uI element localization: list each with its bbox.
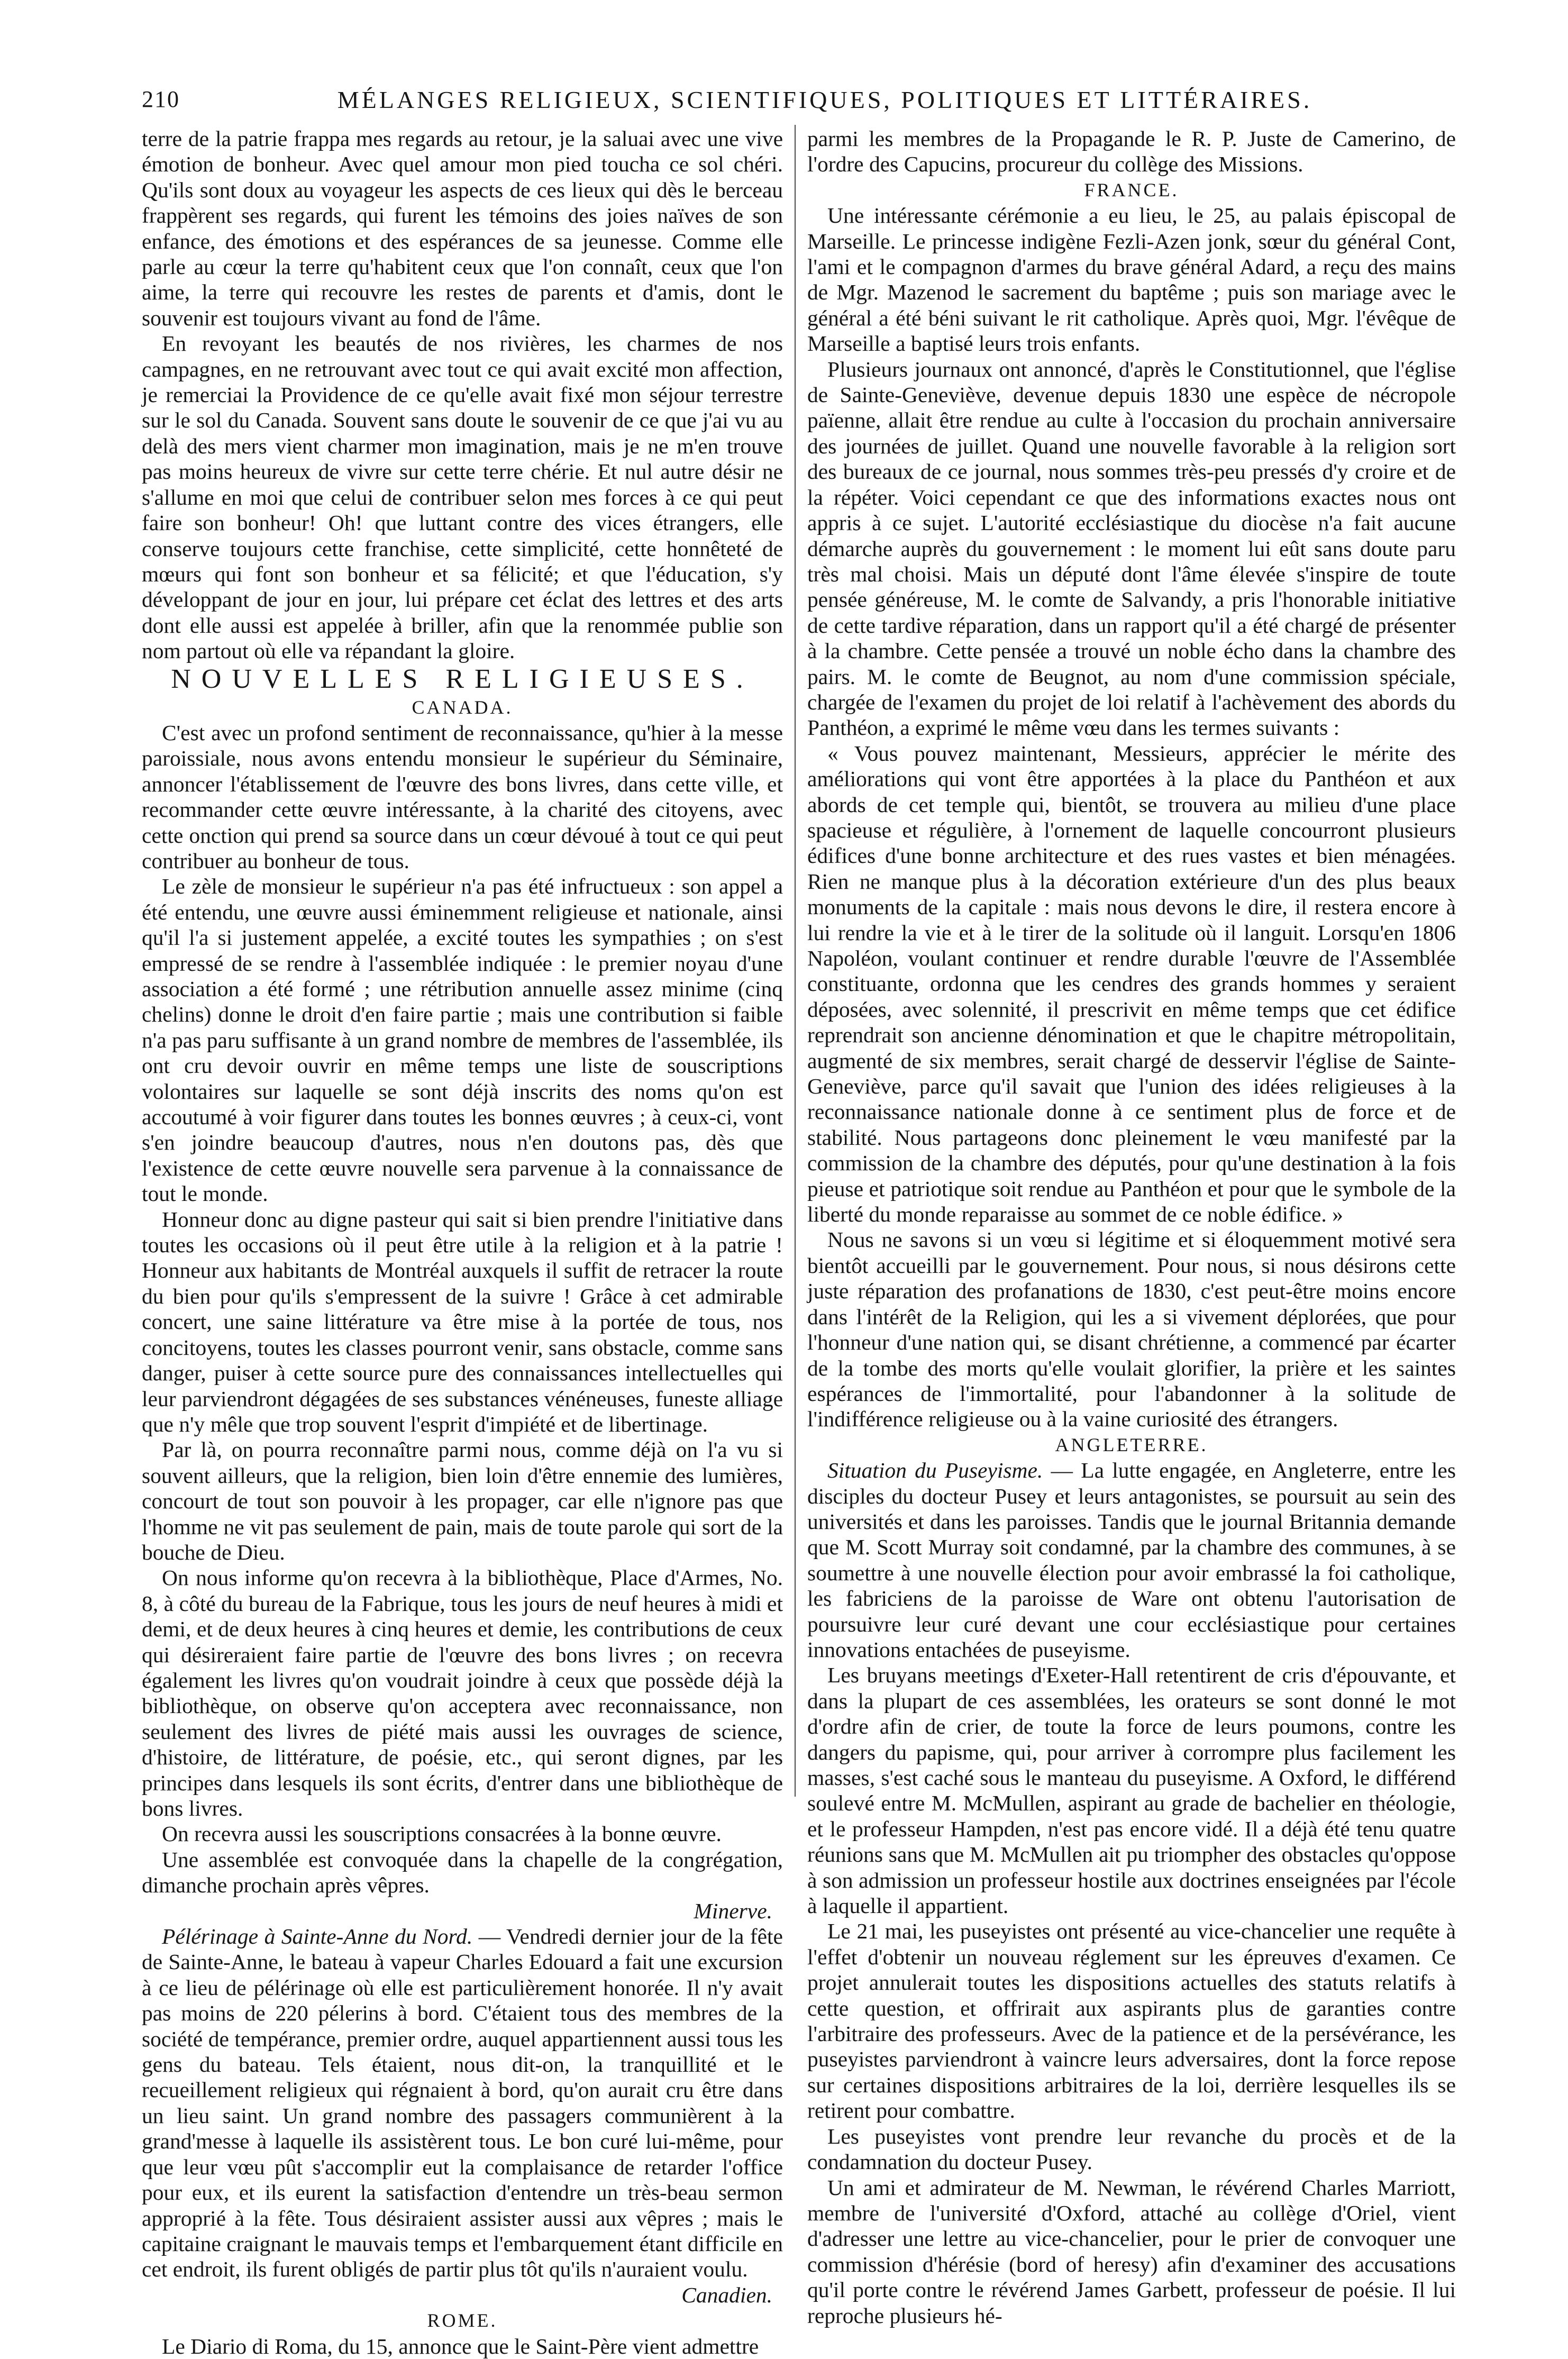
- section-heading-angleterre: ANGLETERRE.: [1055, 1434, 1208, 1455]
- running-title: MÉLANGES RELIGIEUX, SCIENTIFIQUES, POLITIQUES ET LITTÉRAIRES.: [337, 86, 1312, 113]
- news-paragraph: Une assemblée est convoquée dans la chapelle de la congrégation, dimanche prochain après vêpres.: [142, 1847, 783, 1898]
- news-paragraph: Plusieurs journaux ont annoncé, d'après le Constitutionnel, que l'église de Sainte-Geneviève, devenue depuis 1830 une espèce de nécropole païenne, allait être rendue au culte à l'occasion du prochain anniversaire des journées de juillet. Quand une nouvelle favorable à la religion sort des bureaux de ce journal, nous sommes très-peu pressés d'y croire et de la répéter. Voici cependant ce que des informations exactes nous ont appris à ce sujet. L'autorité ecclésiastique du diocèse n'a fait aucune démarche auprès du gouvernement : le moment lui eût sans doute paru très mal choisi. Mais un député dont l'âme élevée s'inspire de toute pensée généreuse, M. le comte de Salvandy, a pris l'honorable initiative de cette tardive réparation, dans un rapport qu'il a été chargé de présenter à la chambre. Cette pensée a trouvé un noble écho dans la chambre des pairs. M. le comte de Beugnot, au nom d'une commission spéciale, chargée de l'examen du projet de loi relatif à l'achèvement des abords du Panthéon, a exprimé le même vœu dans les termes suivants :: [807, 357, 1456, 740]
- news-paragraph-pelerinage: Pélérinage à Sainte-Anne du Nord. — Vendredi dernier jour de la fête de Sainte-Anne, le bateau à vapeur Charles Edouard a fait une excursion à ce lieu de pélérinage où elle est particulièrement honorée. Il n'y avait pas moins de 220 pélerins à bord. C'étaient tous des membres de la société de tempérance, premier ordre, auquel appartiennent aussi tous les gens du bateau. Tels étaient, nous dit-on, la tranquillité et le recueillement religieux qui régnaient à bord, qu'on aurait cru être dans un lieu saint. Un grand nombre des passagers communièrent à la grand'messe à laquelle ils assistèrent tous. Le bon curé lui-même, pour que leur vœu pût s'accomplir eut la complaisance de retarder l'office pour eux, et ils eurent la satisfaction d'entendre un très-beau sermon approprié à la fête. Tous désiraient assister aussi aux vêpres ; mais le capitaine craignant le mauvais temps et l'embarquement étant difficile en cet endroit, ils furent obligés de partir plus tôt qu'ils n'auraient voulu.: [142, 1924, 783, 2282]
- section-heading-france: FRANCE.: [1084, 179, 1179, 201]
- news-paragraph: Honneur donc au digne pasteur qui sait si bien prendre l'initiative dans toutes les occasions où il peut être utile à la religion et à la patrie ! Honneur aux habitants de Montréal auxquels il suffit de retracer la route du bien pour qu'ils s'empressent de la suivre ! Grâce à cet admirable concert, une saine littérature va être mise à la portée de tous, nos concitoyens, toutes les classes pourront venir, sans obstacle, comme sans danger, puiser à cette source pure des connaissances intellectuelles qui leur parviendront dégagées de ses substances vénéneuses, funeste alliage que n'y mêle que trop souvent l'esprit d'impiété et de libertinage.: [142, 1207, 783, 1436]
- news-paragraph: Le zèle de monsieur le supérieur n'a pas été infructueux : son appel a été entendu, une œuvre aussi éminemment religieuse et nationale, ainsi qu'il l'a si justement appelée, a excité toutes les sympathies ; on s'est empressé de se rendre à l'assemblée indiquée : le premier noyau d'une association a été formé ; une rétribution annuelle assez minime (cinq chelins) donne le droit d'en faire partie ; mais une contribution si faible n'a pas paru suffisante à un grand nombre de membres de l'assemblée, ils ont cru devoir ouvrir en même temps une liste de souscriptions volontaires sur laquelle se sont déjà inscrits des noms qu'on est accoutumé à voir figurer dans toutes les bonnes œuvres ; à ceux-ci, vont s'en joindre beaucoup d'autres, nous n'en doutons pas, dès que l'existence de cette œuvre nouvelle sera parvenue à la connaissance de tout le monde.: [142, 874, 783, 1206]
- news-paragraph: Les bruyans meetings d'Exeter-Hall retentirent de cris d'épouvante, et dans la plupart de ces assemblées, les orateurs se sont donné le mot d'ordre afin de crier, de toute la force de leurs poumons, contre les dangers du papisme, qui, pour arriver à corrompre plus facilement les masses, s'est caché sous le manteau du puseyisme. A Oxford, le différend soulevé entre M. McMullen, aspirant au grade de bachelier en théologie, et le professeur Hampden, n'est pas encore vidé. Il a déjà été tenu quatre réunions sans que M. McMullen ait pu triompher des obstacles qu'oppose à son admission un professeur hostile aux doctrines enseignées par l'école à laquelle il appartient.: [807, 1663, 1456, 1918]
- news-paragraph: « Vous pouvez maintenant, Messieurs, apprécier le mérite des améliorations qui vont être apportées à la place du Panthéon et aux abords de cet temple qui, bientôt, se trouvera au milieu d'une place spacieuse et régulière, à l'ornement de laquelle concourront plusieurs édifices d'une bonne architecture et des rues vastes et bien ménagées. Rien ne manque plus à la décoration extérieure d'un des plus beaux monuments de la capitale : mais nous devons le dire, il restera encore à lui rendre la vie et à le tirer de la solitude où il languit. Lorsqu'en 1806 Napoléon, voulant continuer et rendre durable l'œuvre de l'Assemblée constituante, ordonna que les cendres des grands hommes y seraient déposées, avec solennité, il prescrivit en même temps que cet édifice reprendrait son ancienne dénomination et que le chapitre métropolitain, augmenté de six membres, serait chargé de desservir l'église de Sainte-Geneviève, parce qu'il savait que l'union des idées religieuses à la reconnaissance nationale donne à ce sentiment plus de force et de stabilité. Nous partageons donc pleinement le vœu manifesté par la commission de la chambre des députés, pour qu'une destination à la fois pieuse et patriotique soit rendue au Panthéon et pour que le symbole de la liberté du monde reparaisse au sommet de ce noble édifice. »: [807, 741, 1456, 1227]
- news-paragraph: Une intéressante cérémonie a eu lieu, le 25, au palais épiscopal de Marseille. Le princesse indigène Fezli-Azen jonk, sœur du général Cont, l'ami et le compagnon d'armes du brave général Adard, a reçu des mains de Mgr. Mazenod le sacrement du baptême ; puis son mariage avec le général a été béni suivant le rit catholique. Après quoi, Mgr. l'évêque de Marseille a baptisé leurs trois enfants.: [807, 203, 1456, 356]
- news-paragraph: Un ami et admirateur de M. Newman, le révérend Charles Marriott, membre de l'université d'Oxford, attaché au collège d'Oriel, vient d'adresser une lettre au vice-chancelier, pour le prier de convoquer une commission d'hérésie (bord of heresy) afin d'examiner des accusations qu'il porte contre le révérend James Garbett, professeur de poésie. Il lui reproche plusieurs hé-: [807, 2175, 1456, 2328]
- source-signature: Canadien.: [681, 2282, 772, 2307]
- section-heading-rome: ROME.: [427, 2310, 498, 2331]
- section-heading-nouvelles: NOUVELLES RELIGIEUSES.: [171, 663, 754, 694]
- news-paragraph: On nous informe qu'on recevra à la bibliothèque, Place d'Armes, No. 8, à côté du bureau de la Fabrique, tous les jours de neuf heures à midi et demi, et de deux heures à cinq heures et demie, les contributions de ceux qui désireraient faire partie de l'œuvre des bons livres ; on recevra également les livres qu'on voudrait joindre à ceux que possède déjà la bibliothèque, on observe qu'on acceptera avec reconnaissance, non seulement des livres de piété mais aussi les ouvrages de science, d'histoire, de littérature, de poésie, etc., qui seront dignes, par les principes dans lesquels ils sont écrits, d'entrer dans une bibliothèque de bons livres.: [142, 1565, 783, 1820]
- lead-title: Situation du Puseyisme.: [827, 1458, 1043, 1483]
- paragraph-body: La lutte engagée, en Angleterre, entre les disciples du docteur Pusey et leurs antagonistes, se poursuit au sein des universités et dans les paroisses. Tandis que le journal Britannia demande que M. Scott Murray soit condamné, par la chambre des communes, à se soumettre à une nouvelle élection pour avoir embrassé la foi catholique, les fabriciens de la paroisse de Ware ont obtenu l'autorisation de poursuivre leur curé devant une cour ecclésiastique pour certaines innovations entachées de puseyisme.: [807, 1458, 1456, 1662]
- news-paragraph: C'est avec un profond sentiment de reconnaissance, qu'hier à la messe paroissiale, nous avons entendu monsieur le supérieur du Séminaire, annoncer l'établissement de l'œuvre des bons livres, dans cette ville, et recommander cette œuvre intéressante, à la charité des citoyens, avec cette onction qui prend sa source dans un cœur dévoué à tout ce qui peut contribuer au bonheur de tous.: [142, 720, 783, 873]
- news-paragraph: Les puseyistes vont prendre leur revanche du procès et de la condamnation du docteur Pusey.: [807, 2124, 1456, 2174]
- article-paragraph: terre de la patrie frappa mes regards au retour, je la saluai avec une vive émotion de bonheur. Avec quel amour mon pied toucha ce sol chéri. Qu'ils sont doux au voyageur les aspects de ces lieux qui dès le berceau frappèrent ses regards, qui furent les témoins des joies naïves de son enfance, des émotions et des espérances de sa jeunesse. Comme elle parle au cœur la terre qu'habitent ceux que l'on connaît, ceux que l'on aime, la terre qui recouvre les restes de parents et d'amis, dont le souvenir est toujours vivant au fond de l'âme.: [142, 126, 783, 330]
- news-paragraph: Nous ne savons si un vœu si légitime et si éloquemment motivé sera bientôt accueilli par le gouvernement. Pour nous, si nous désirons cette juste réparation des profanations de 1830, c'est peut-être moins encore dans l'intérêt de la Religion, qui les a si vivement déplorées, que pour l'honneur d'une nation qui, se disant chrétienne, a commencé par écarter de la tombe des morts qu'elle voulait glorifier, la prière et les saintes espérances de l'immortalité, pour l'abandonner à la solitude de l'indifférence religieuse ou à la vaine curiosité des étrangers.: [807, 1227, 1456, 1432]
- left-column: [142, 126, 783, 2358]
- lead-title: Pélérinage à Sainte-Anne du Nord.: [162, 1924, 473, 1949]
- news-paragraph-puseyisme: Situation du Puseyisme. — La lutte engagée, en Angleterre, entre les disciples du docteur Pusey et leurs antagonistes, se poursuit au sein des universités et dans les paroisses. Tandis que le journal Britannia demande que M. Scott Murray soit condamné, par la chambre des communes, à se soumettre à une nouvelle élection pour avoir embrassé la foi catholique, les fabriciens de la paroisse de Ware ont obtenu l'autorisation de poursuivre leur curé devant une cour ecclésiastique pour certaines innovations entachées de puseyisme.: [807, 1458, 1456, 1662]
- right-column: [807, 126, 1456, 2328]
- news-paragraph: Le Diario di Roma, du 15, annonce que le Saint-Père vient admettre: [162, 2334, 759, 2358]
- news-paragraph: On recevra aussi les souscriptions consacrées à la bonne œuvre.: [162, 1821, 722, 1846]
- news-paragraph: parmi les membres de la Propagande le R. P. Juste de Camerino, de l'ordre des Capucins, procureur du collège des Missions.: [807, 126, 1456, 177]
- section-heading-canada: CANADA.: [412, 696, 513, 718]
- paragraph-body: Vendredi dernier jour de la fête de Sainte-Anne, le bateau à vapeur Charles Edouard a fait une excursion à ce lieu de pélérinage où elle est particulièrement honorée. Il n'y avait pas moins de 220 pélerins à bord. C'étaient tous des membres de la société de tempérance, premier ordre, auquel appartiennent aussi tous les gens du bateau. Tels étaient, nous dit-on, la tranquillité et le recueillement religieux qui régnaient à bord, qu'on aurait cru être dans un lieu saint. Un grand nombre des passagers communièrent à la grand'messe à laquelle ils assistèrent tous. Le bon curé lui-même, pour que leur vœu pût s'accomplir eut la complaisance de retarder l'office pour eux, et ils eurent la satisfaction d'entendre un très-beau sermon approprié à la fête. Tous désiraient assister aussi aux vêpres ; mais le capitaine craignant le mauvais temps et l'embarquement étant difficile en cet endroit, ils furent obligés de partir plus tôt qu'ils n'auraient voulu.: [142, 1924, 783, 2282]
- column-divider: [795, 125, 796, 1797]
- news-paragraph: Le 21 mai, les puseyistes ont présenté au vice-chancelier une requête à l'effet d'obtenir un nouveau réglement sur les épreuves d'examen. Ce projet annulerait toutes les dispositions actuelles des statuts relatifs à cette question, et offrirait aux aspirants plus de garanties contre l'arbitraire des professeurs. Avec de la patience et de la persévérance, les puseyistes parviendront à vaincre leurs adversaires, dont la force repose sur certaines dispositions arbitraires de la loi, derrière lesquelles ils se retirent pour combattre.: [807, 1919, 1456, 2123]
- article-paragraph: En revoyant les beautés de nos rivières, les charmes de nos campagnes, en ne retrouvant avec tout ce qui avait excité mon affection, je remerciai la Providence de ce qu'elle avait fixé mon séjour terrestre sur le sol du Canada. Souvent sans doute le souvenir de ce que j'ai vu au delà des mers vient charmer mon imagination, mais je ne m'en trouve pas moins heureux de vivre sur cette terre chérie. Et nul autre désir ne s'allume en moi que celui de contribuer selon mes forces à ce qui peut faire son bonheur! Oh! que luttant contre des vices étrangers, elle conserve toujours cette franchise, cette simplicité, cette honnêteté de mœurs qui font son bonheur et sa félicité; et que l'éducation, s'y développant de jour en jour, lui prépare cet éclat des lettres et des arts dont elle aussi est appelée à briller, afin que la renommée publie son nom partout où elle va répandant la gloire.: [142, 331, 783, 663]
- source-signature: Minerve.: [694, 1898, 772, 1923]
- news-paragraph: Par là, on pourra reconnaître parmi nous, comme déjà on l'a vu si souvent ailleurs, que la religion, bien loin d'être ennemie des lumières, concourt de tout son pouvoir à les propager, car elle n'ignore pas que l'homme ne vit pas seulement de pain, mais de toute parole qui sort de la bouche de Dieu.: [142, 1437, 783, 1564]
- page-number: 210: [142, 86, 180, 112]
- page-header: [142, 86, 1455, 123]
